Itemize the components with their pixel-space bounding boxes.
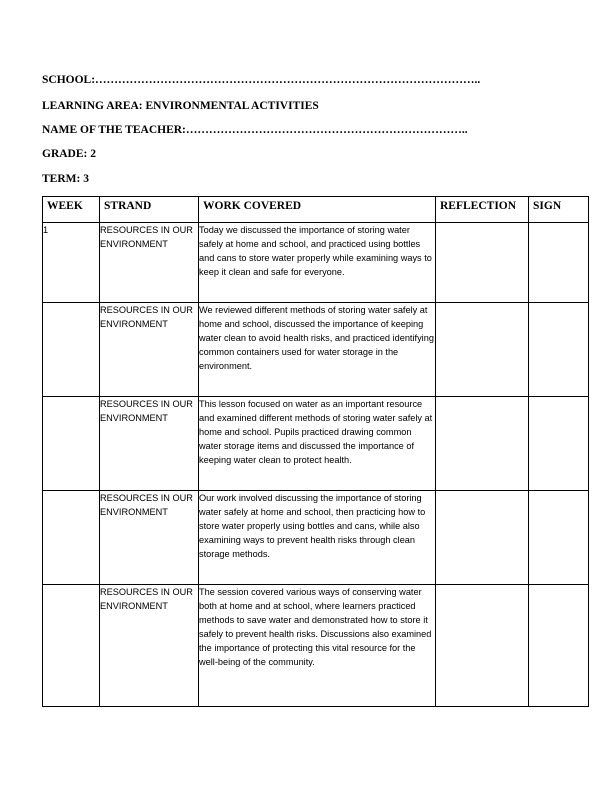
sign-cell[interactable] [529, 397, 589, 491]
sign-cell[interactable] [529, 491, 589, 585]
reflection-cell[interactable] [436, 397, 529, 491]
work-covered-cell: Our work involved discussing the importance of storing water safely at home and school, then practicing how to store water properly using bottles and cans, while also examining ways to prevent health risks through clean storage methods. [199, 491, 436, 585]
reflection-cell[interactable] [436, 223, 529, 303]
school-line: SCHOOL:……………………………………………………………………………………….. [42, 74, 481, 86]
week-cell [43, 303, 100, 397]
column-header-work-covered: WORK COVERED [199, 197, 436, 223]
column-header-week: WEEK [43, 197, 100, 223]
column-header-sign: SIGN [529, 197, 589, 223]
week-cell [43, 491, 100, 585]
strand-cell: RESOURCES IN OUR ENVIRONMENT [100, 223, 199, 303]
table-row [43, 303, 589, 397]
learning-area-line: LEARNING AREA: ENVIRONMENTAL ACTIVITIES [42, 100, 319, 112]
work-record-table [42, 196, 589, 707]
sign-cell[interactable] [529, 223, 589, 303]
week-cell [43, 397, 100, 491]
sign-cell[interactable] [529, 303, 589, 397]
term-line: TERM: 3 [42, 173, 89, 185]
reflection-cell[interactable] [436, 491, 529, 585]
table-row [43, 397, 589, 491]
work-covered-cell: The session covered various ways of conserving water both at home and at school, where learners practiced methods to save water and demonstrated how to store it safely to prevent health risks. Discussions also examined the importance of protecting this vital resource for the well-being of the community. [199, 585, 436, 707]
table-row [43, 223, 589, 303]
strand-cell: RESOURCES IN OUR ENVIRONMENT [100, 303, 199, 397]
table-row [43, 491, 589, 585]
table-row [43, 585, 589, 707]
reflection-cell[interactable] [436, 585, 529, 707]
strand-cell: RESOURCES IN OUR ENVIRONMENT [100, 491, 199, 585]
teacher-name-line: NAME OF THE TEACHER:……………………………………………………………….. [42, 124, 468, 136]
grade-line: GRADE: 2 [42, 148, 96, 160]
reflection-cell[interactable] [436, 303, 529, 397]
sign-cell[interactable] [529, 585, 589, 707]
week-cell [43, 585, 100, 707]
strand-cell: RESOURCES IN OUR ENVIRONMENT [100, 585, 199, 707]
work-covered-cell: We reviewed different methods of storing water safely at home and school, discussed the importance of keeping water clean to avoid health risks, and practiced identifying common containers used for water storage in the environment. [199, 303, 436, 397]
work-covered-cell: This lesson focused on water as an important resource and examined different methods of storing water safely at home and school. Pupils practiced drawing common water storage items and discussed the importance of keeping water clean to protect health. [199, 397, 436, 491]
strand-cell: RESOURCES IN OUR ENVIRONMENT [100, 397, 199, 491]
column-header-reflection: REFLECTION [436, 197, 529, 223]
week-cell: 1 [43, 223, 100, 303]
work-covered-cell: Today we discussed the importance of storing water safely at home and school, and practiced using bottles and cans to store water properly while examining ways to keep it clean and safe for everyone. [199, 223, 436, 303]
column-header-strand: STRAND [100, 197, 199, 223]
table-header-row [43, 197, 589, 223]
